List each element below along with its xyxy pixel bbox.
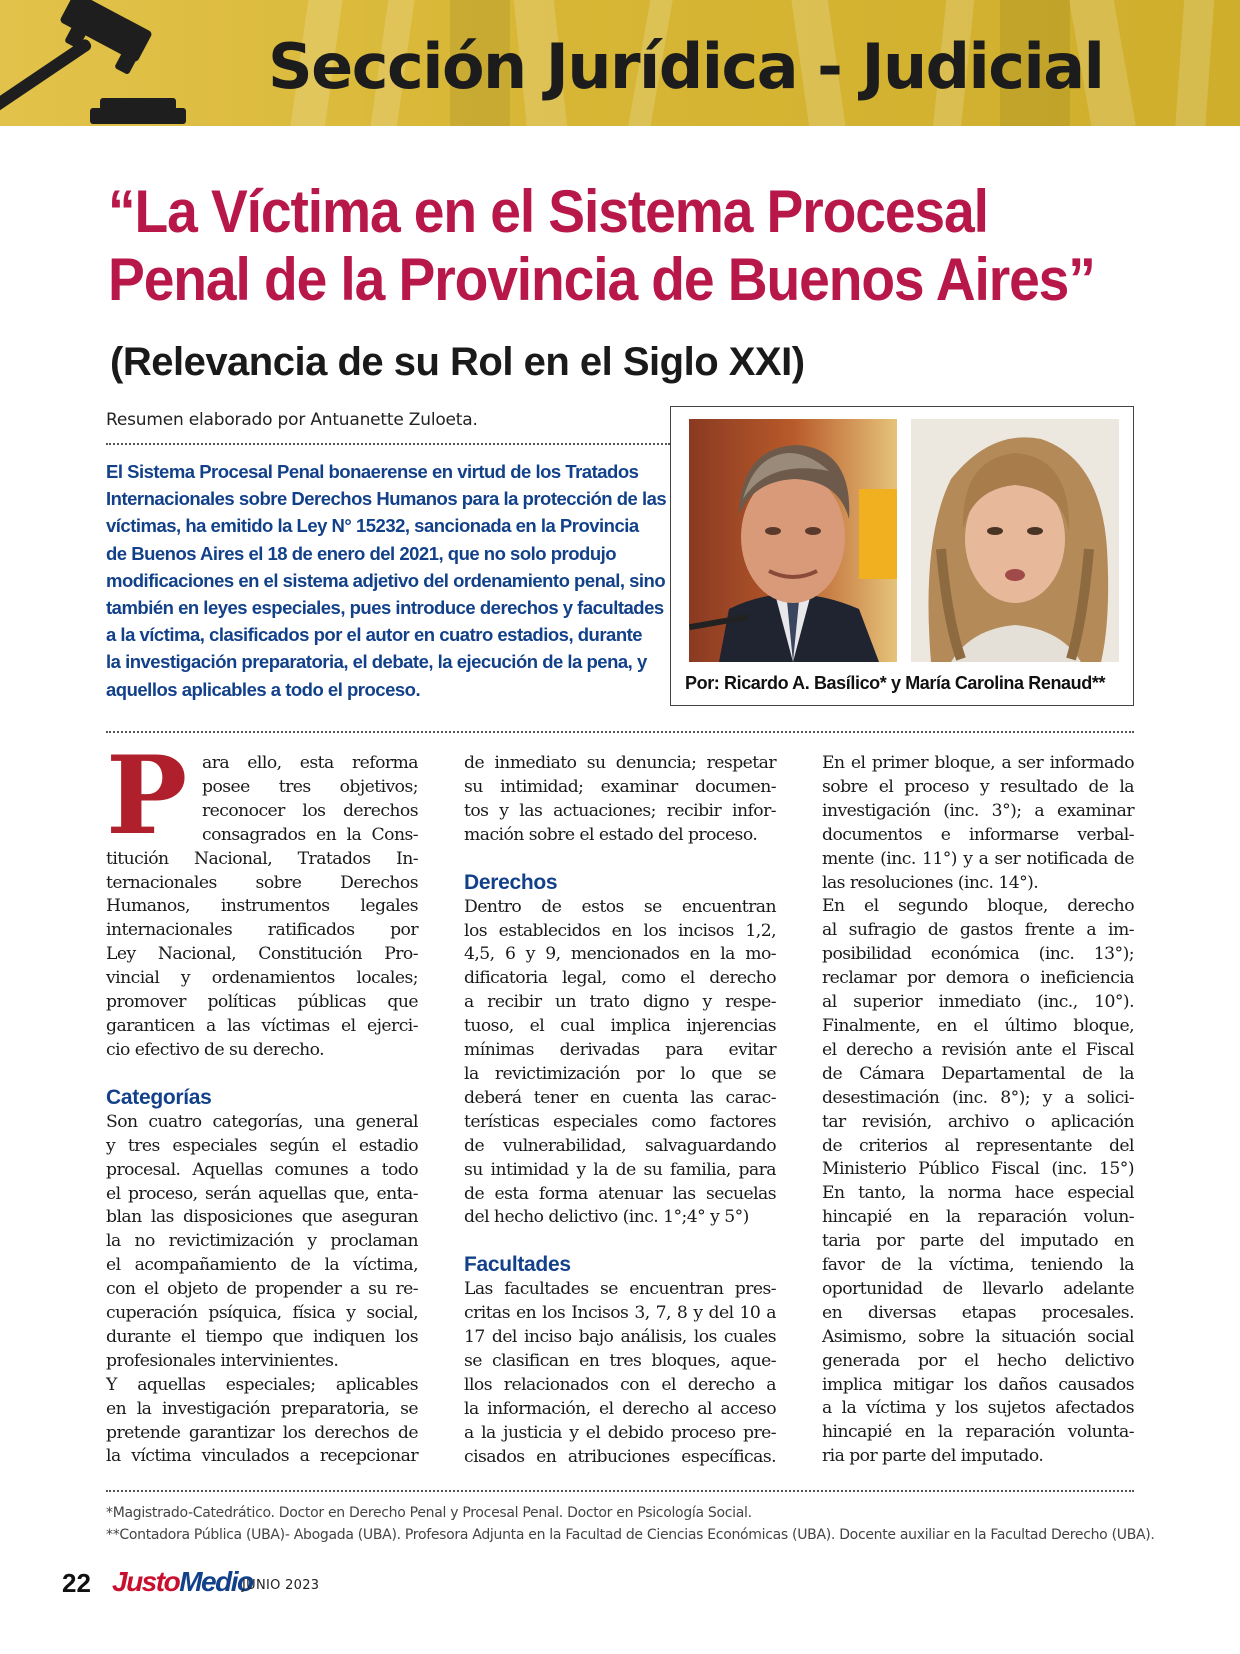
body-line: a recibir un trato digno y respe- bbox=[464, 992, 776, 1013]
abstract-line: también en leyes especiales, pues introduce derechos y facultades bbox=[106, 597, 664, 619]
body-line: Y aquellas especiales; aplicables bbox=[106, 1374, 418, 1395]
footnotes bbox=[106, 1502, 1216, 1546]
body-line: hincapié en la reparación volunta- bbox=[822, 1422, 1134, 1443]
body-line: consagrados en la Cons- bbox=[202, 824, 418, 845]
body-line: Humanos, instrumentos legales bbox=[106, 896, 418, 917]
body-line: internacionales ratificados por bbox=[106, 920, 418, 941]
article-subtitle: (Relevancia de su Rol en el Siglo XXI) bbox=[110, 340, 805, 384]
body-line: ara ello, esta reforma bbox=[202, 753, 418, 773]
column-2 bbox=[464, 752, 776, 1470]
body-line: desestimación (inc. 8°); y a solici- bbox=[822, 1087, 1134, 1108]
summary-credit: Resumen elaborado por Antuanette Zuloeta. bbox=[106, 410, 478, 430]
body-line: procesal. Aquellas comunes a todo bbox=[106, 1159, 418, 1180]
body-line: blan las disposiciones que aseguran bbox=[106, 1207, 418, 1228]
dotted-divider bbox=[106, 1490, 1134, 1492]
body-line: pretende garantizar los derechos de bbox=[106, 1422, 418, 1443]
body-line: las resoluciones (inc. 14°). bbox=[822, 872, 1039, 893]
body-line: Finalmente, en el último bloque, bbox=[822, 1015, 1134, 1036]
magazine-logo bbox=[112, 1566, 253, 1598]
dotted-divider bbox=[106, 731, 1134, 733]
body-line: y tres especiales según el estadio bbox=[106, 1135, 418, 1156]
body-line: tos y las actuaciones; recibir infor- bbox=[464, 800, 776, 821]
body-line: los establecidos en los incisos 1,2, bbox=[464, 920, 776, 941]
body-line: mente (inc. 11°) y a ser notificada de bbox=[822, 848, 1134, 869]
body-line: Dentro de estos se encuentran bbox=[464, 896, 776, 917]
body-line: su intimidad; examinar documen- bbox=[464, 776, 776, 797]
body-line: Las facultades se encuentran pres- bbox=[464, 1279, 776, 1300]
body-line: el proceso, serán aquellas que, enta- bbox=[106, 1183, 418, 1204]
body-line: generada por el hecho delictivo bbox=[822, 1350, 1134, 1371]
body-line: titución Nacional, Tratados In- bbox=[106, 848, 418, 869]
body-line: de criterios al representante del bbox=[822, 1135, 1134, 1156]
body-line: vincial y ordenamientos locales; bbox=[106, 968, 418, 989]
body-line: En tanto, la norma hace especial bbox=[822, 1183, 1134, 1204]
column-3 bbox=[822, 752, 1134, 1469]
logo-justo: Justo bbox=[112, 1566, 180, 1597]
body-line: de vulnerabilidad, salvaguardando bbox=[464, 1135, 776, 1156]
gavel-icon bbox=[0, 0, 200, 126]
body-line: la revictimización por lo que se bbox=[464, 1063, 776, 1084]
body-line: al superior inmediato (inc., 10°). bbox=[822, 992, 1134, 1013]
heading-categorias: Categorías bbox=[106, 1085, 212, 1109]
body-line: al sufragio de gastos frente a im- bbox=[822, 920, 1134, 941]
body-line: ria por parte del imputado. bbox=[822, 1446, 1044, 1467]
abstract-line: aquellos aplicables a todo el proceso. bbox=[106, 678, 421, 700]
body-line: En el primer bloque, a ser informado bbox=[822, 753, 1134, 773]
body-line: la no revictimización y proclaman bbox=[106, 1231, 418, 1252]
body-line: documentos e informarse verbal- bbox=[822, 824, 1134, 845]
body-line: tar revisión, archivo o aplicación bbox=[822, 1111, 1134, 1132]
page-number: 22 bbox=[62, 1568, 91, 1598]
body-line: en la investigación preparatoria, se bbox=[106, 1398, 418, 1419]
column-1 bbox=[106, 733, 418, 1469]
body-line: la víctima vinculados a recepcionar bbox=[106, 1446, 418, 1467]
abstract-line: a la víctima, clasificados por el autor en cuatro estadios, durante bbox=[106, 624, 643, 646]
article-title bbox=[108, 178, 1120, 314]
body-line: se clasifican en tres bloques, aque- bbox=[464, 1351, 776, 1372]
body-line: sobre el proceso y resultado de la bbox=[822, 776, 1134, 797]
heading-derechos: Derechos bbox=[464, 870, 558, 894]
heading-facultades: Facultades bbox=[464, 1253, 571, 1277]
footnote: **Contadora Pública (UBA)- Abogada (UBA). Profesora Adjunta en la Facultad de Ciencias Económicas (UBA). Docente auxiliar en la Facultad Derecho (UBA). bbox=[106, 1527, 1155, 1543]
body-line: taria por parte del imputado en bbox=[822, 1231, 1134, 1252]
body-line: terísticas especiales como factores bbox=[464, 1111, 776, 1132]
body-line: hincapié en la reparación volun- bbox=[822, 1207, 1134, 1228]
body-line: 4,5, 6 y 9, mencionados en la mo- bbox=[464, 944, 776, 965]
issue-date: JUNIO 2023 bbox=[242, 1578, 320, 1593]
body-line: Ley Nacional, Constitución Pro- bbox=[106, 944, 418, 965]
body-line: cuperación psíquica, física y social, bbox=[106, 1303, 418, 1324]
body-line: durante el tiempo que indiquen los bbox=[106, 1326, 418, 1347]
body-line: la información, el derecho al acceso bbox=[464, 1398, 776, 1419]
abstract-line: El Sistema Procesal Penal bonaerense en virtud de los Tratados bbox=[106, 461, 639, 482]
body-line: implica mitigar los daños causados bbox=[822, 1374, 1134, 1395]
abstract-line: de Buenos Aires el 18 de enero del 2021, que no solo produjo bbox=[106, 542, 617, 564]
body-line: reconocer los derechos bbox=[202, 800, 418, 821]
body-line: garanticen a las víctimas el ejerci- bbox=[106, 1015, 418, 1036]
body-line: con el objeto de propender a su re- bbox=[106, 1279, 418, 1300]
dotted-divider bbox=[106, 443, 670, 445]
body-line: en diversas etapas procesales. bbox=[822, 1302, 1134, 1323]
body-line: a la justicia y el debido proceso pre- bbox=[464, 1422, 776, 1443]
authors-photo-box bbox=[670, 406, 1134, 706]
body-line: de Cámara Departamental de la bbox=[822, 1063, 1134, 1084]
body-line: ternacionales sobre Derechos bbox=[106, 872, 418, 893]
body-line: Asimismo, sobre la situación social bbox=[822, 1326, 1134, 1347]
body-line: Ministerio Público Fiscal (inc. 15°) bbox=[822, 1159, 1134, 1180]
abstract-line: la investigación preparatoria, el debate, la ejecución de la pena, y bbox=[106, 651, 647, 673]
body-line: oportunidad de llevarlo adelante bbox=[822, 1278, 1134, 1299]
article-title-line: Penal de la Provincia de Buenos Aires” bbox=[108, 246, 1095, 313]
body-line: de esta forma atenuar las secuelas bbox=[464, 1183, 776, 1204]
body-line: posibilidad económica (inc. 13°); bbox=[822, 944, 1134, 965]
body-line: el acompañamiento de la víctima, bbox=[106, 1255, 418, 1276]
body-line: su intimidad y la de su familia, para bbox=[464, 1159, 776, 1180]
body-line: reclamar por demora o ineficiencia bbox=[822, 968, 1134, 989]
author-photo-renaud bbox=[911, 419, 1119, 662]
body-line: profesionales intervinientes. bbox=[106, 1350, 339, 1371]
author-photo-basilico bbox=[689, 419, 897, 662]
body-line: a la víctima y los sujetos afectados bbox=[822, 1398, 1134, 1419]
authors-caption: Por: Ricardo A. Basílico* y María Carolina Renaud** bbox=[685, 673, 1106, 693]
abstract-line: Internacionales sobre Derechos Humanos para la protección de las bbox=[106, 488, 667, 510]
section-header-band bbox=[0, 0, 1240, 126]
body-line: mación sobre el estado del proceso. bbox=[464, 824, 758, 845]
body-line: cisados en atribuciones específicas. bbox=[464, 1446, 776, 1467]
body-line: Son cuatro categorías, una general bbox=[106, 1111, 418, 1132]
body-line: dificatoria legal, como el derecho bbox=[464, 968, 776, 989]
body-line: el derecho a revisión ante el Fiscal bbox=[822, 1039, 1134, 1060]
body-line: de inmediato su denuncia; respetar bbox=[464, 753, 776, 773]
article-abstract bbox=[106, 458, 667, 703]
body-line: En el segundo bloque, derecho bbox=[822, 896, 1134, 917]
drop-cap: P bbox=[106, 733, 188, 859]
body-line: 17 del inciso bajo análisis, los cuales bbox=[464, 1327, 776, 1348]
body-line: promover políticas públicas que bbox=[106, 992, 418, 1013]
abstract-line: víctimas, ha emitido la Ley N° 15232, sancionada en la Provincia bbox=[106, 515, 639, 537]
body-line: posee tres objetivos; bbox=[202, 776, 418, 797]
body-line: mínimas derivadas para evitar bbox=[464, 1040, 776, 1061]
body-line: investigación (inc. 3°); a examinar bbox=[822, 800, 1134, 821]
body-line: critas en los Incisos 3, 7, 8 y del 10 a bbox=[464, 1303, 776, 1324]
section-title: Sección Jurídica - Judicial bbox=[268, 30, 1104, 103]
footnote: *Magistrado-Catedrático. Doctor en Derecho Penal y Procesal Penal. Doctor en Psicología Social. bbox=[106, 1505, 752, 1521]
body-line: favor de la víctima, teniendo la bbox=[822, 1255, 1134, 1276]
body-line: cio efectivo de su derecho. bbox=[106, 1039, 325, 1060]
logo-medio: Medio bbox=[179, 1566, 253, 1597]
abstract-line: modificaciones en el sistema adjetivo del ordenamiento penal, sino bbox=[106, 569, 666, 591]
body-line: tuoso, el cual implica injerencias bbox=[464, 1016, 776, 1037]
body-line: llos relacionados con el derecho a bbox=[464, 1374, 776, 1395]
article-title-line: “La Víctima en el Sistema Procesal bbox=[108, 178, 988, 245]
body-line: del hecho delictivo (inc. 1°;4° y 5°) bbox=[464, 1207, 749, 1228]
body-line: deberá tener en cuenta las carac- bbox=[464, 1087, 776, 1108]
